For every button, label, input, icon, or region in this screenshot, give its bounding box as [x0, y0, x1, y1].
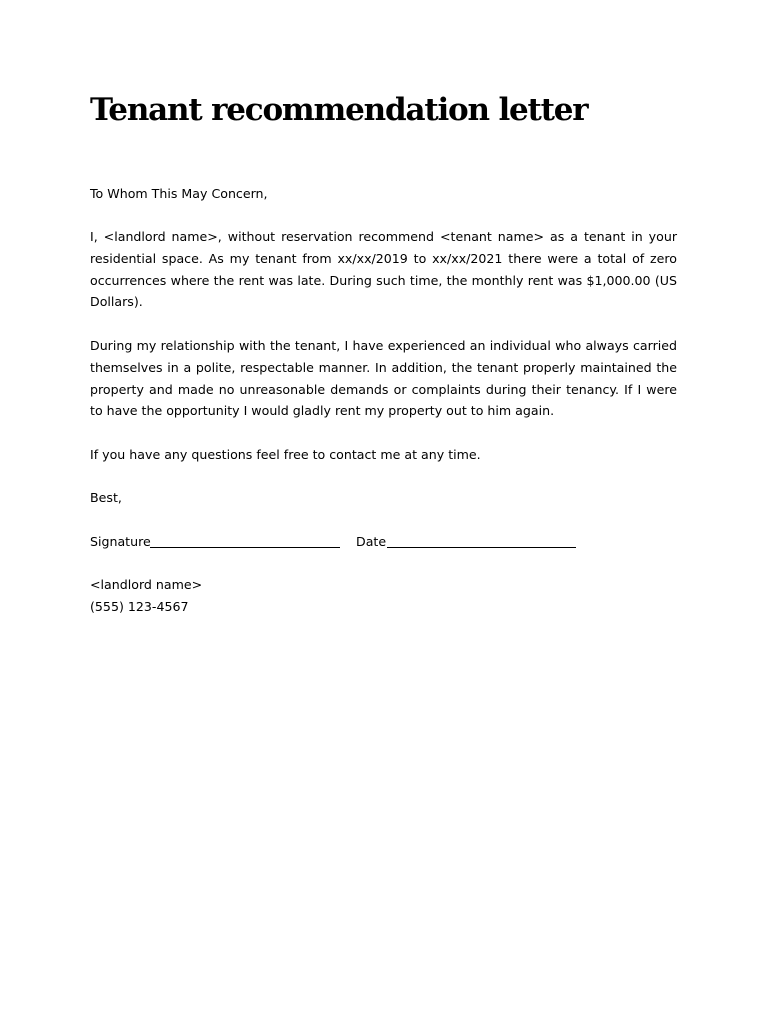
paragraph-recommendation: I, <landlord name>, without reservation recommend <tenant name> as a tenant in your residential space. As my tenant from xx/xx/2019 to xx/xx/2021 there were a total of zero occurrences where the rent was late. During such time, the monthly rent was $1,000.00 (US Dollars).: [90, 229, 677, 310]
sender-block: [90, 574, 202, 618]
signature-line: [150, 547, 340, 548]
closing: Best,: [90, 490, 122, 505]
paragraph-contact: If you have any questions feel free to contact me at any time.: [90, 447, 481, 462]
sender-phone: (555) 123-4567: [90, 598, 189, 614]
date-label: Date: [356, 534, 387, 549]
sender-name: <landlord name>: [90, 577, 203, 592]
greeting: To Whom This May Concern,: [90, 186, 268, 201]
paragraph-relationship: During my relationship with the tenant, I have experienced an individual who always carried themselves in a polite, respectable manner. In addition, the tenant properly maintained the property and made no unreasonable demands or complaints during their tenancy. If I were to have the opportunity I would gladly rent my property out to him again.: [90, 338, 677, 419]
date-line: [387, 547, 576, 548]
signature-row: [90, 531, 677, 553]
signature-label: Signature: [90, 534, 151, 549]
document-title: Tenant recommendation letter: [90, 92, 588, 128]
